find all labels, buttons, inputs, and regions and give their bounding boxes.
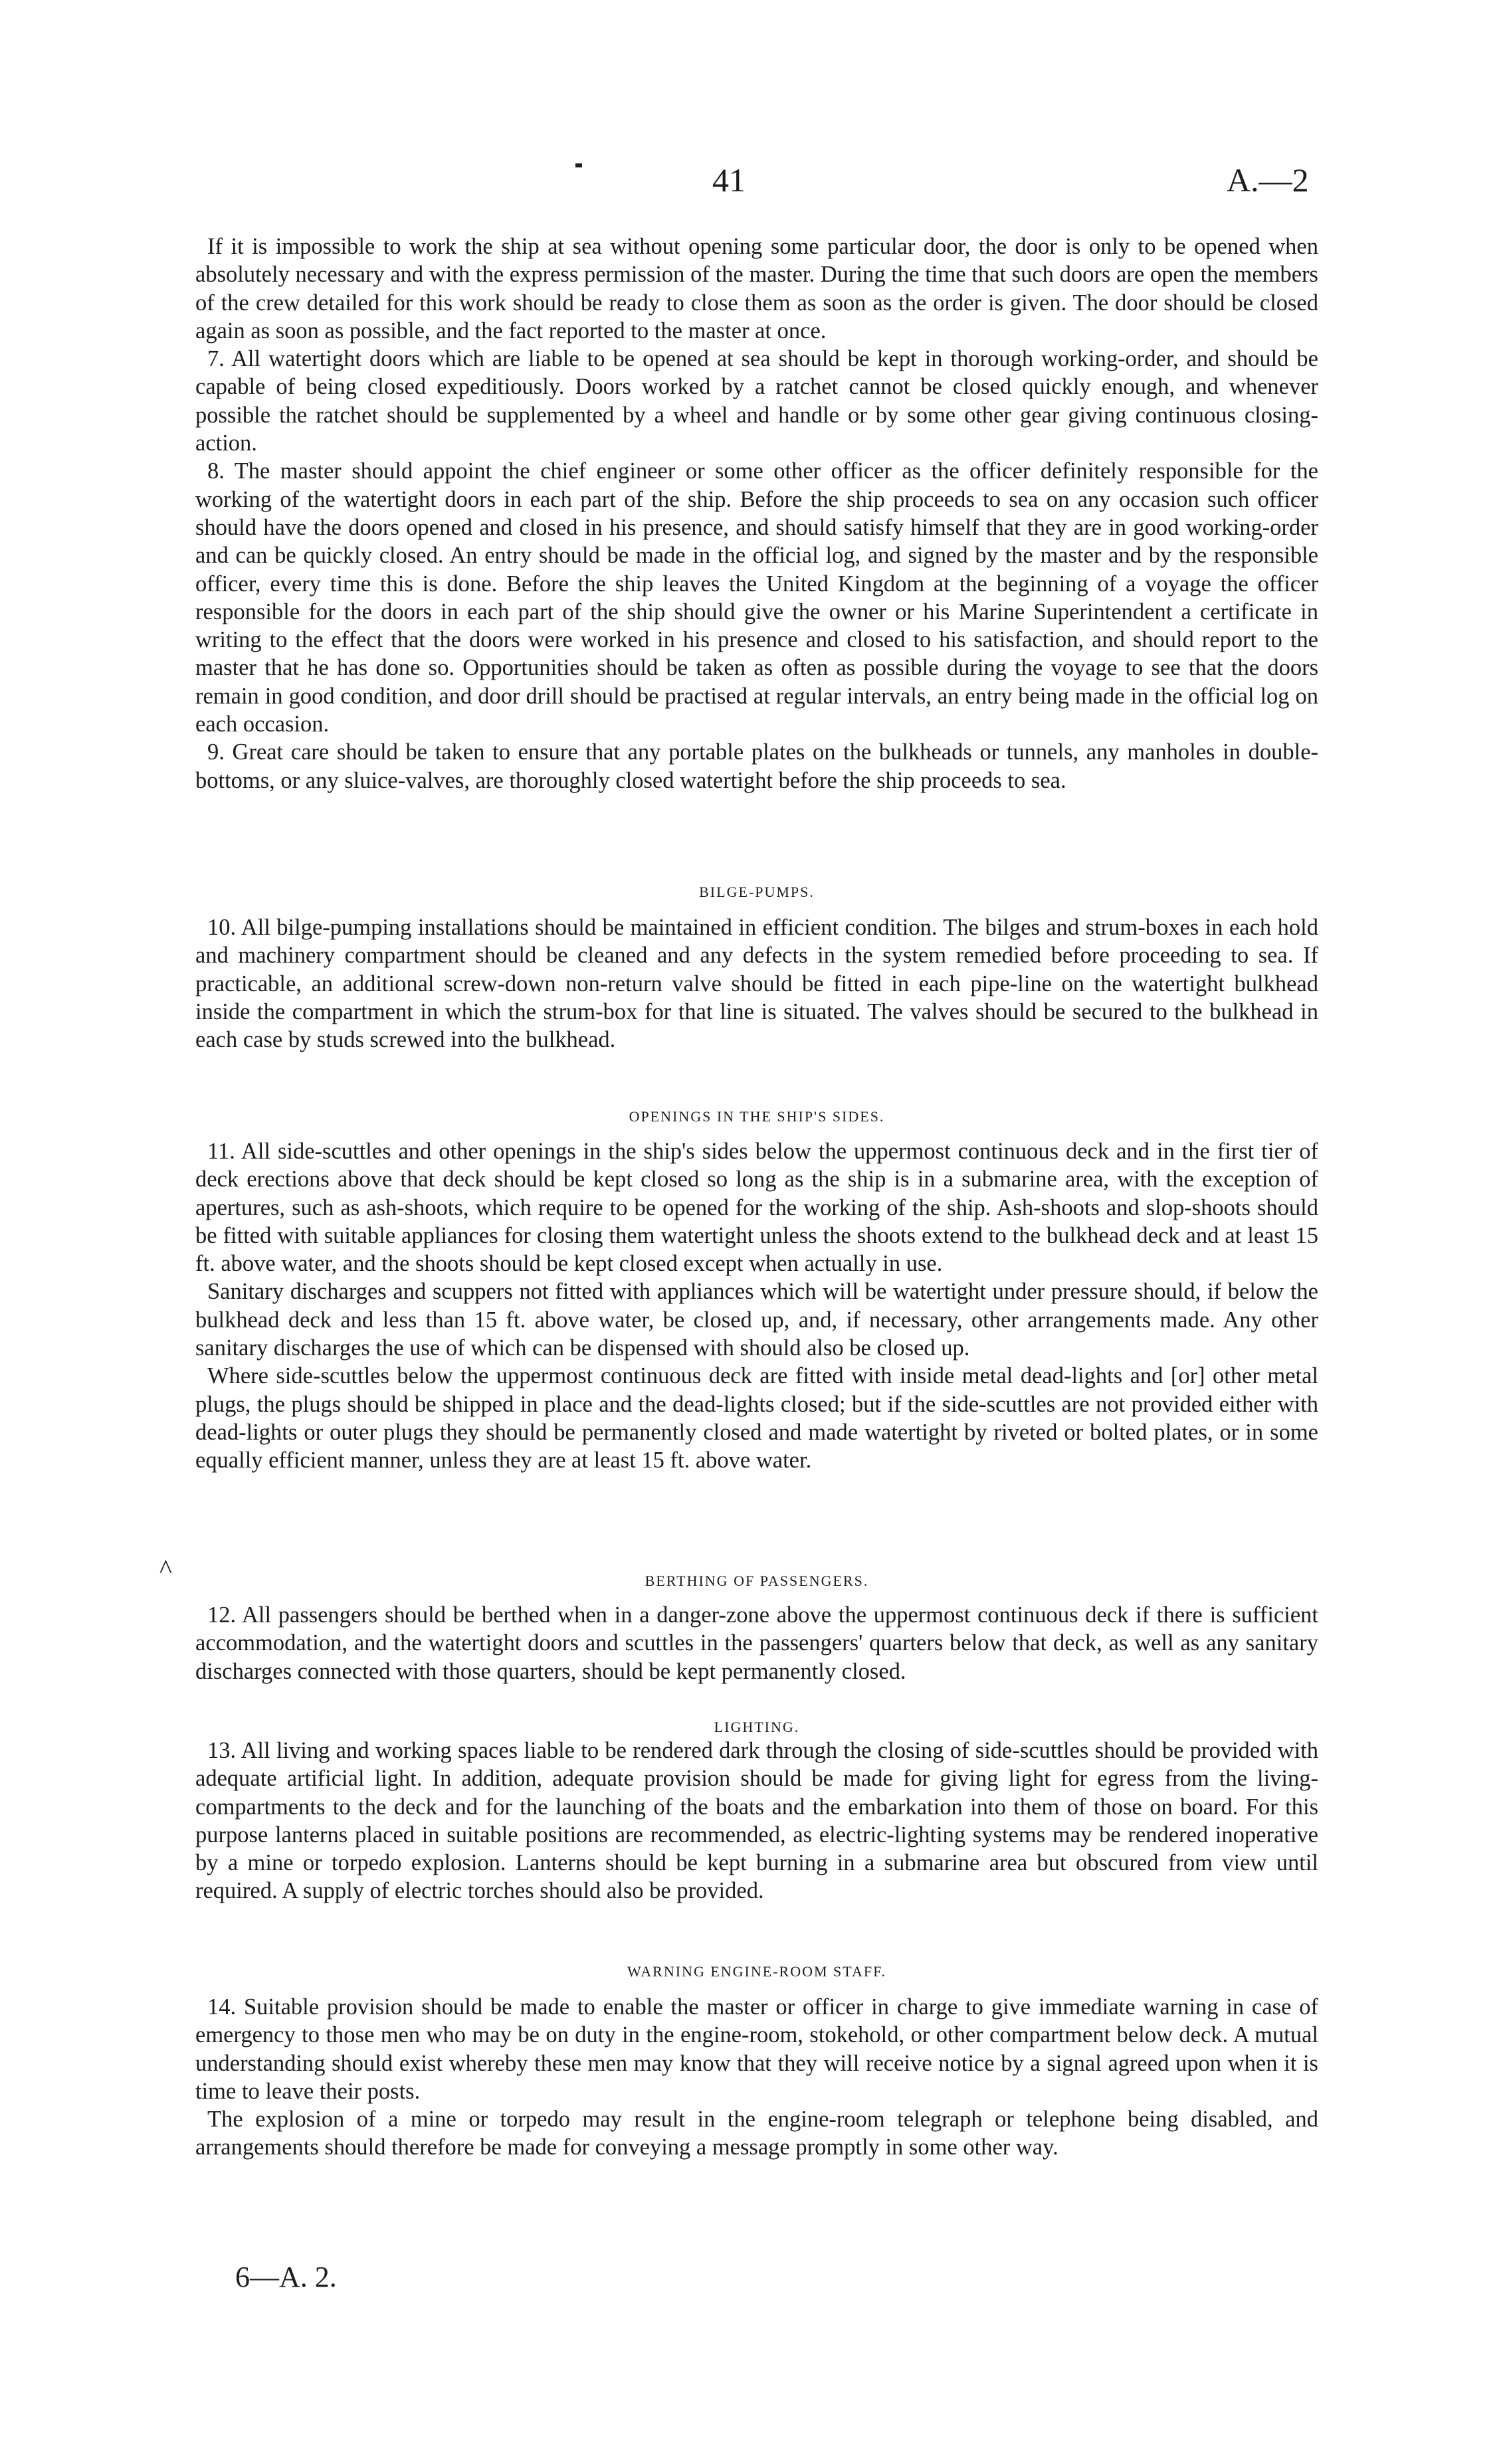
paragraph-side-scuttles: Where side-scuttles below the uppermost continuous deck are fitted with inside metal dead-lights and [or] other metal plugs, the plugs should be shipped in place and the dead-lights closed; but if the side-scuttles are not provided either with dead-lights or outer plugs they should be permanently closed and made watertight by riveted or bolted plates, or in some equally efficient manner, unless they are at least 15 ft. above water. [195,1363,1318,1473]
heading-bilge-pumps: BILGE-PUMPS. [699,884,815,900]
marginal-mark: ^ [159,1554,172,1584]
section-berthing [195,1601,1318,1685]
paragraph-12: 12. All passengers should be berthed when in a danger-zone above the uppermost continuous deck if there is sufficient accommodation, and the watertight doors and scuttles in the passengers' quarters below that deck, as well as any sanitary discharges connected with those quarters, should be kept permanently closed. [195,1602,1318,1684]
paragraph-11: 11. All side-scuttles and other openings in the ship's sides below the uppermost continuous deck and in the first tier of deck erections above that deck should be kept closed so long as the ship is in a submarine area, with the exception of apertures, such as ash-shoots, which require to be opened for the working of the ship. Ash-shoots and slop-shoots should be fitted with suitable appliances for closing them watertight unless the shoots extend to the bulkhead deck and at least 15 ft. above water, and the shoots should be kept closed except when actually in use. [195,1139,1318,1277]
heading-lighting: LIGHTING. [714,1719,800,1735]
paragraph-10: 10. All bilge-pumping installations should be maintained in efficient condition. The bilges and strum-boxes in each hold and machinery compartment should be cleaned and any defects in the system remedied before proceeding to sea. If practicable, an additional screw-down non-return valve should be fitted in each pipe-line on the watertight bulkhead inside the compartment in which the strum-box for that line is situated. The valves should be secured to the bulkhead in each case by studs screwed into the bulkhead. [195,915,1318,1053]
header-dash [575,163,582,167]
heading-warning: WARNING ENGINE-ROOM STAFF. [627,1963,887,1980]
paragraph-explosion: The explosion of a mine or torpedo may result in the engine-room telegraph or telephone being disabled, and arrangements should therefore be made for conveying a message promptly in some other way. [195,2107,1318,2160]
paragraph-sanitary: Sanitary discharges and scuppers not fitted with appliances which will be watertight under pressure should, if below the bulkhead deck and less than 15 ft. above water, be closed up, and, if necessary, other arrangements made. Any other sanitary discharges the use of which can be dispensed with should also be closed up. [195,1279,1318,1361]
section-openings [195,1137,1318,1475]
footer-signature: 6—A. 2. [235,2261,337,2293]
section-lighting [195,1737,1318,1905]
paragraph-7: 7. All watertight doors which are liable to be opened at sea should be kept in thorough working-order, and should be capable of being closed expeditiously. Doors worked by a ratchet cannot be closed quickly enough, and whenever possible the ratchet should be supplemented by a wheel and handle or by some other gear giving continuous closing-action. [195,346,1318,456]
paragraph-13: 13. All living and working spaces liable to be rendered dark through the closing of side-scuttles should be provided with adequate artificial light. In addition, adequate provision should be made for giving light for egress from the living-compartments to the deck and for the launching of the boats and the embarkation into them of those on board. For this purpose lanterns placed in suitable positions are recommended, as electric-lighting systems may be rendered inoperative by a mine or torpedo explosion. Lanterns should be kept burning in a submarine area but obscured from view until required. A supply of electric torches should also be provided. [195,1738,1318,1904]
section-doors [195,233,1318,795]
paragraph-8: 8. The master should appoint the chief engineer or some other officer as the officer definitely responsible for the working of the watertight doors in each part of the ship. Before the ship proceeds to sea on any occasion such officer should have the doors opened and closed in his presence, and should satisfy himself that they are in good working-order and can be quickly closed. An entry should be made in the official log, and signed by the master and by the responsible officer, every time this is done. Before the ship leaves the United Kingdom at the beginning of a voyage the officer responsible for the doors in each part of the ship should give the owner or his Marine Superintendent a certificate in writing to the effect that the doors were worked in his presence and closed to his satisfaction, and should report to the master that he has done so. Opportunities should be taken as often as possible during the voyage to see that the doors remain in good condition, and door drill should be practised at regular intervals, an entry being made in the official log on each occasion. [195,458,1318,737]
paragraph-14: 14. Suitable provision should be made to enable the master or officer in charge to give immediate warning in case of emergency to those men who may be on duty in the engine-room, stokehold, or other compartment below deck. A mutual understanding should exist whereby these men may know that they will receive notice by a signal agreed upon when it is time to leave their posts. [195,1994,1318,2104]
document-reference: A.—2 [1227,161,1309,199]
page-number: 41 [712,161,746,199]
heading-openings: OPENINGS IN THE SHIP'S SIDES. [629,1108,885,1125]
paragraph-9: 9. Great care should be taken to ensure that any portable plates on the bulkheads or tunnels, any manholes in double-bottoms, or any sluice-valves, are thoroughly closed watertight before the ship proceeds to sea. [195,739,1318,793]
section-bilge-pumps [195,913,1318,1054]
paragraph-door-opening: If it is impossible to work the ship at sea without opening some particular door, the door is only to be opened when absolutely necessary and with the express permission of the master. During the time that such doors are open the members of the crew detailed for this work should be ready to close them as soon as the order is given. The door should be closed again as soon as possible, and the fact reported to the master at once. [195,234,1318,343]
heading-berthing: BERTHING OF PASSENGERS. [645,1572,869,1589]
section-warning [195,1993,1318,2162]
